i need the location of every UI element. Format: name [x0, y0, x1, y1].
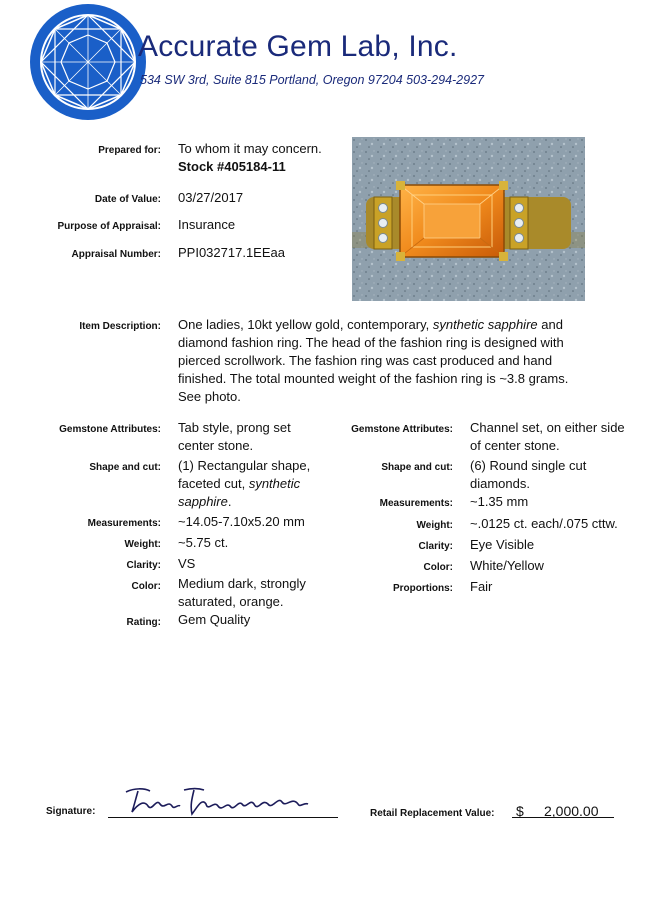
- center-clarity-label: Clarity:: [126, 560, 161, 571]
- side-gemstone-attributes-label: Gemstone Attributes:: [351, 424, 453, 435]
- company-address: 534 SW 3rd, Suite 815 Portland, Oregon 97204 503-294-2927: [140, 73, 484, 87]
- proportions-value: Fair: [470, 579, 493, 594]
- side-color-label: Color:: [423, 562, 453, 573]
- side-measurements-label: Measurements:: [379, 498, 453, 509]
- center-clarity: VS: [178, 556, 196, 571]
- proportions-label: Proportions:: [393, 583, 453, 594]
- side-color: White/Yellow: [470, 558, 544, 573]
- stock-number: Stock #405184-11: [178, 159, 286, 174]
- center-gemstone-attributes-label: Gemstone Attributes:: [59, 424, 161, 435]
- purpose-label: Purpose of Appraisal:: [57, 221, 161, 232]
- side-weight-label: Weight:: [416, 520, 453, 531]
- retail-value-label: Retail Replacement Value:: [370, 808, 495, 819]
- retail-value-line: [512, 817, 614, 818]
- center-measurements-label: Measurements:: [87, 518, 161, 529]
- purpose-value: Insurance: [178, 217, 236, 232]
- side-clarity: Eye Visible: [470, 537, 535, 552]
- center-color: Medium dark, strongly saturated, orange.: [178, 576, 306, 609]
- gem-lab-logo-icon: [28, 2, 148, 122]
- center-weight: ~5.75 ct.: [178, 535, 229, 550]
- appraisal-number: PPI032717.1EEaa: [178, 245, 285, 260]
- center-gemstone-attributes: Tab style, prong set center stone.: [178, 420, 291, 453]
- side-shape-label: Shape and cut:: [381, 462, 453, 473]
- center-shape-label: Shape and cut:: [89, 462, 161, 473]
- handwritten-signature: [122, 782, 312, 818]
- side-shape-value: (6) Round single cut diamonds.: [470, 458, 587, 491]
- company-name: Accurate Gem Lab, Inc.: [138, 30, 458, 63]
- rating-value: Gem Quality: [178, 612, 251, 627]
- side-clarity-label: Clarity:: [418, 541, 453, 552]
- center-shape-value: (1) Rectangular shape, faceted cut, synthetic sapphire.: [178, 458, 311, 509]
- appraisal-number-label: Appraisal Number:: [71, 249, 161, 260]
- retail-value: 2,000.00: [544, 803, 599, 819]
- side-weight: ~.0125 ct. each/.075 cttw.: [470, 516, 618, 531]
- ring-photo: [352, 137, 585, 301]
- prepared-for-value: To whom it may concern.: [178, 141, 322, 156]
- signature-label: Signature:: [46, 806, 96, 817]
- center-measurements: ~14.05-7.10x5.20 mm: [178, 514, 305, 529]
- date-of-value-label: Date of Value:: [94, 194, 161, 205]
- center-weight-label: Weight:: [124, 539, 161, 550]
- signature-line: [108, 817, 338, 818]
- item-description: One ladies, 10kt yellow gold, contemporary, synthetic sapphire and diamond fashion ring. The head of the fashion ring is designed with pierced scrollwork. The fashion ring was cast produced and hand finished. The total mounted weight of the fashion ring is ~3.8 grams. See photo.: [178, 317, 569, 404]
- item-description-label: Item Description:: [79, 321, 161, 332]
- side-gemstone-attributes: Channel set, on either side of center stone.: [470, 420, 625, 453]
- prepared-for-label: Prepared for:: [98, 145, 161, 156]
- rating-label: Rating:: [126, 617, 161, 628]
- side-measurements: ~1.35 mm: [470, 494, 529, 509]
- center-color-label: Color:: [131, 581, 161, 592]
- date-of-value: 03/27/2017: [178, 190, 244, 205]
- currency-symbol: $: [516, 803, 524, 819]
